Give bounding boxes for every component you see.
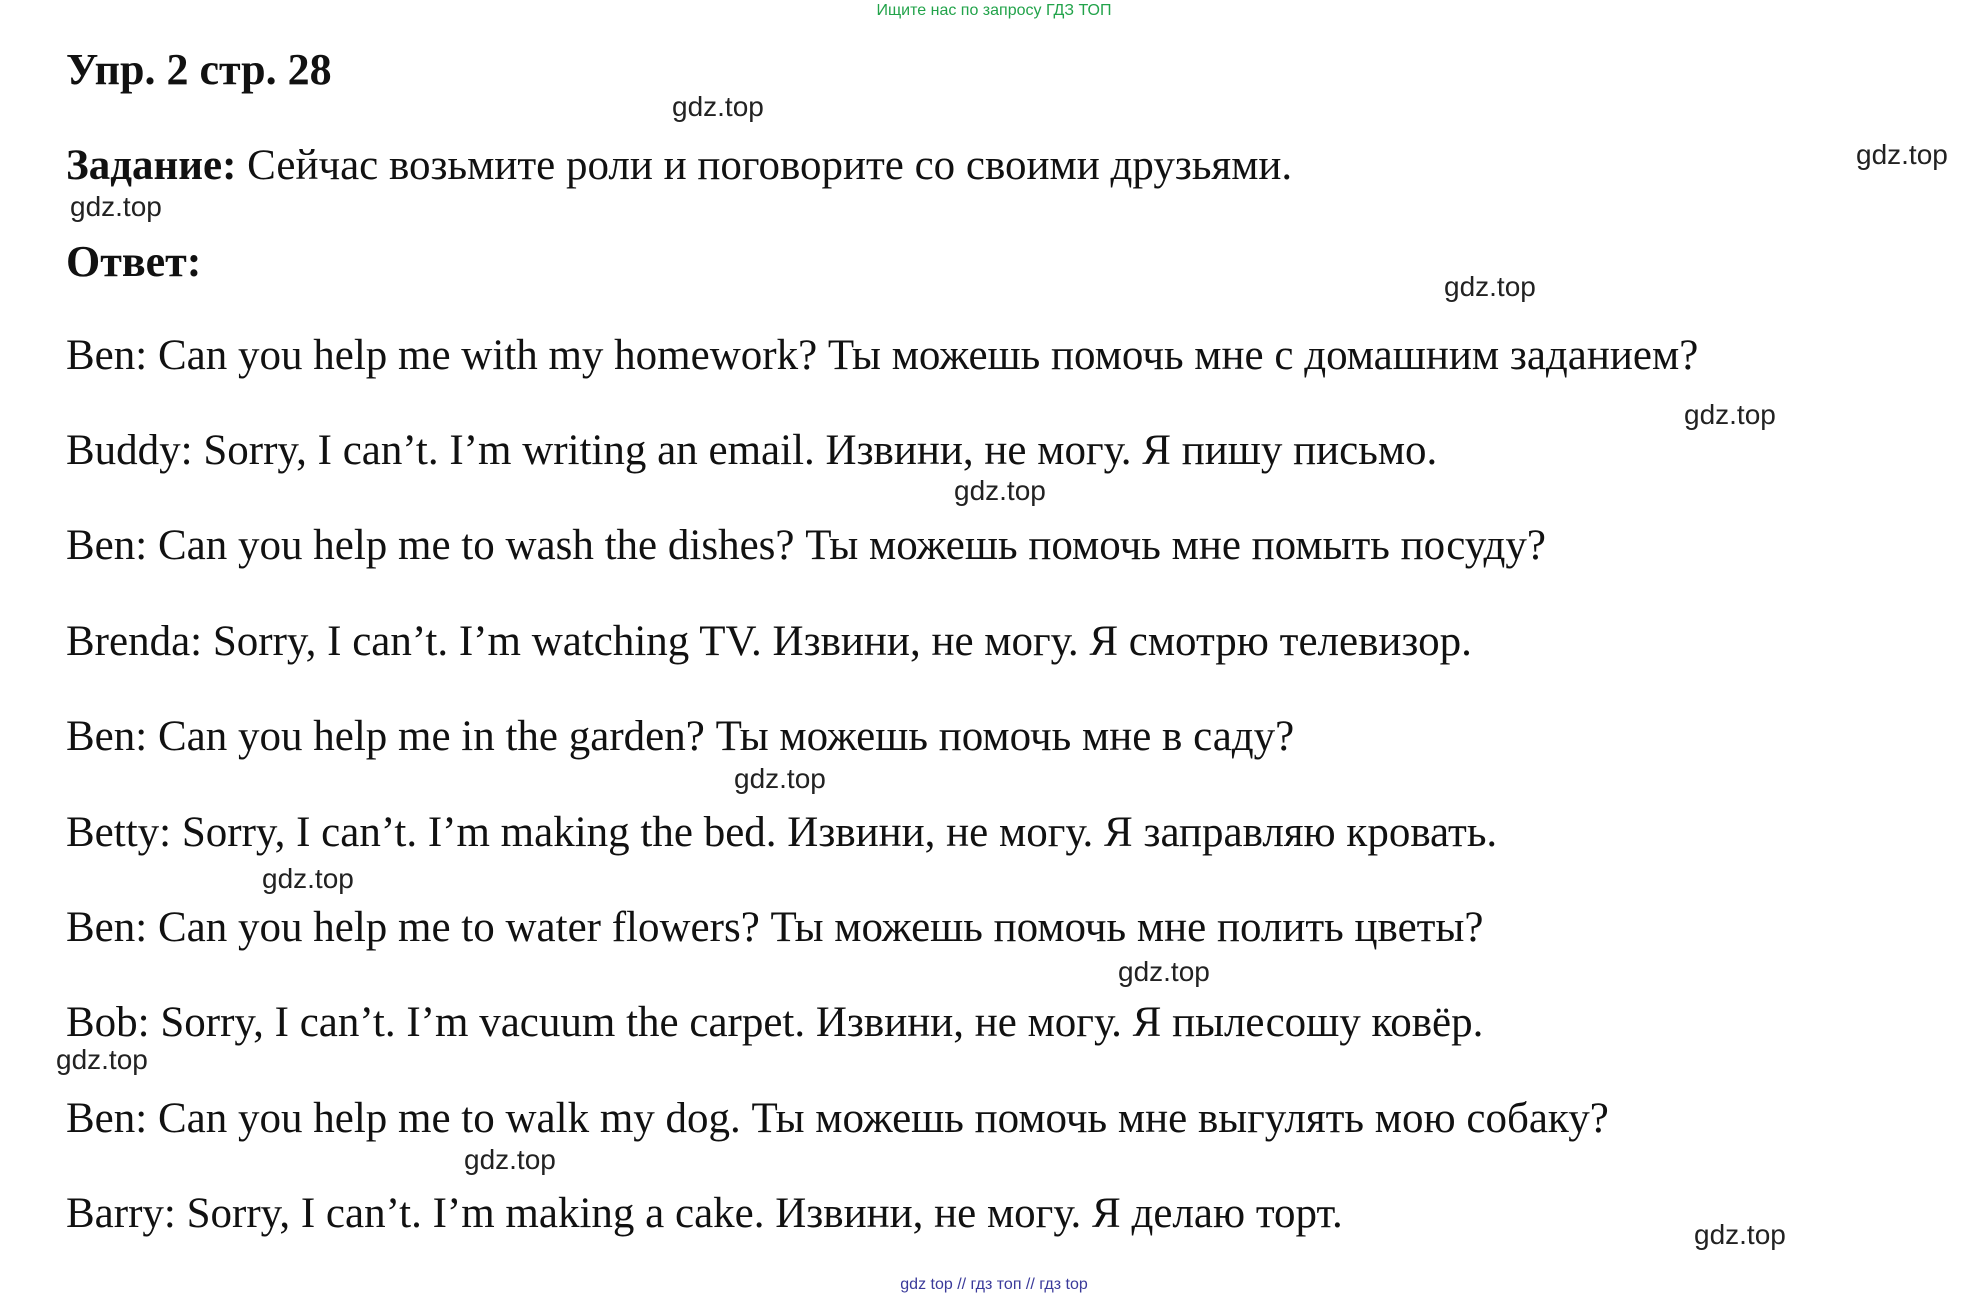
dialogue-line: Betty: Sorry, I can’t. I’m making the bed. Извини, не могу. Я заправляю кровать. bbox=[66, 809, 1498, 856]
watermark: gdz.top bbox=[672, 91, 764, 122]
watermark: gdz.top bbox=[1856, 139, 1948, 170]
dialogue-line: Barry: Sorry, I can’t. I’m making a cake. Извини, не могу. Я делаю торт. bbox=[66, 1190, 1343, 1237]
watermark: gdz.top bbox=[734, 763, 826, 794]
answer-label: Ответ: bbox=[66, 237, 202, 286]
watermark: gdz.top bbox=[56, 1044, 148, 1075]
watermark: gdz.top bbox=[464, 1144, 556, 1175]
dialogue-line: Ben: Can you help me to water flowers? Ты можешь помочь мне полить цветы? bbox=[66, 904, 1484, 951]
task-text: Сейчас возьмите роли и поговорите со своими друзьями. bbox=[247, 142, 1293, 189]
exercise-title: Упр. 2 стр. 28 bbox=[66, 45, 332, 94]
dialogue-line: Bob: Sorry, I can’t. I’m vacuum the carpet. Извини, не могу. Я пылесошу ковёр. bbox=[66, 999, 1484, 1046]
dialogue-line: Buddy: Sorry, I can’t. I’m writing an email. Извини, не могу. Я пишу письмо. bbox=[66, 427, 1438, 474]
dialogue-line: Ben: Can you help me in the garden? Ты можешь помочь мне в саду? bbox=[66, 713, 1295, 760]
task-label: Задание: bbox=[66, 142, 237, 189]
watermark: gdz.top bbox=[1694, 1219, 1786, 1250]
top-banner: Ищите нас по запросу ГДЗ ТОП bbox=[876, 2, 1112, 19]
watermark: gdz.top bbox=[1444, 271, 1536, 302]
dialogue-line: Ben: Can you help me with my homework? Ты можешь помочь мне с домашним заданием? bbox=[66, 332, 1699, 379]
dialogue-line: Ben: Can you help me to wash the dishes? Ты можешь помочь мне помыть посуду? bbox=[66, 522, 1546, 569]
dialogue-line: Brenda: Sorry, I can’t. I’m watching TV. Извини, не могу. Я смотрю телевизор. bbox=[66, 618, 1472, 665]
watermark: gdz.top bbox=[1118, 956, 1210, 987]
watermark: gdz.top bbox=[1684, 399, 1776, 430]
watermark: gdz.top bbox=[262, 863, 354, 894]
watermark: gdz.top bbox=[70, 191, 162, 222]
task-line bbox=[66, 144, 1292, 187]
footer: gdz top // гдз топ // гдз top bbox=[900, 1276, 1088, 1293]
dialogue-line: Ben: Can you help me to walk my dog. Ты можешь помочь мне выгулять мою собаку? bbox=[66, 1095, 1609, 1142]
watermark: gdz.top bbox=[954, 475, 1046, 506]
